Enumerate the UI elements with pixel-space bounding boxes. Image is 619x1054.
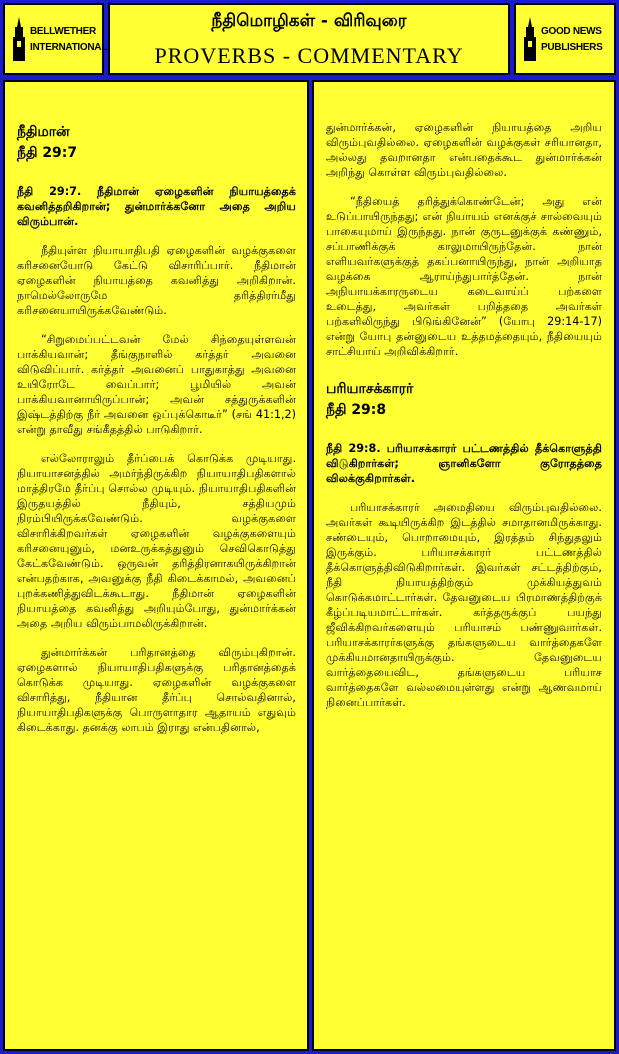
commentary-paragraph: துன்மார்க்கன், ஏழைகளின் நியாயத்தை அறிய விரும்புவதில்லை. ஏழைகளின் வழக்குகள் சரியானதா, அல்லது தவறானதா என்பதைக்கூட துன்மார்க்கன் அறிந்து கொள்ள விரும்புவதில்லை. [326,121,602,179]
commentary-paragraph: “சிறுமைப்பட்டவன் மேல் சிந்தையுள்ளவன் பாக்கியவான்; தீங்குநாளில் கர்த்தர் அவனை விடுவிப்பார். கர்த்தர் அவனைப் பாதுகாத்து அவனை உயிரோடே வைப்பார்; பூமியில் அவன் பாக்கியவானாயிருப்பான்; அவன் சத்துருக்களின் இஷ்டத்திற்கு நீர் அவனை ஒப்புக்கொடீர்” (சங் 41:1,2) என்று தாவீது சங்கீதத்தில் பாடுகிறார். [17,333,296,436]
section-heading: நீதிமான் [17,124,70,140]
right-logo-line2: PUBLISHERS [541,42,603,53]
commentary-paragraph: எல்லோராலும் தீர்ப்பைக் கொடுக்க முடியாது. நியாயாசனத்தில் அமர்ந்திருக்கிற நியாயாதிபதிகளால் மாத்திரமே தீர்ப்பு சொல்ல முடியும். நியாயாதிபதிகளின் இருதயத்தில் நீதியும், சத்தியமும் நிரம்பியிருக்கவேண்டும். வழக்குகளை விசாரிக்கிறவர்கள் ஏழைகளின் வழக்குகளையும் கரிசனையுனும், மனஉருக்கத்துனும் செவிகொடுத்து கேட்கவேண்டும். ஒருவன் தரித்திரனாகயிருக்கிறான் என்பதற்காக, அவனுக்கு நீதி கிடைக்காமல், அவனைப் புறக்கணித்துவிடக்கூடாது. நீதிமான் ஏழைகளின் நியாயத்தை கவனித்து அறியும்போது, துன்மார்க்கன் அதை அறிய விரும்பாமலிருக்கிறான். [17,452,296,630]
left-column [3,80,309,1051]
left-logo-line1: BELLWETHER [30,26,96,37]
right-column [312,80,616,1051]
title-tamil: நீதிமொழிகள் - விரிவுரை [211,11,407,31]
header-left-panel [3,3,108,75]
commentary-paragraph: நீதியுள்ள நியாயாதிபதி ஏழைகளின் வழக்குகளை கரிசனையோடு கேட்டு விசாரிப்பார். நீதிமான் ஏழைகளின் நியாயத்தை கவனித்து அறிகிறான். நாமெல்லோருமே தரித்திரர்மீது கரிசனையாயிருக்கவேண்டும். [17,244,296,317]
commentary-paragraph: பரியாசக்காரர் அமைதியை விரும்புவதில்லை. அவர்கள் கூடியிருக்கிற இடத்தில் சமாதானமிருக்காது. சண்டையும், பொறாமையும், இரத்தம் சிந்துதலும் இருக்கும். பரியாசக்காரர் பட்டணத்தில் தீக்கொளுத்திவிடுகிறார்கள். இவர்கள் சட்டத்திற்கும், நீதி நியாயத்திற்கும் முக்கியத்துவம் கொடுக்கமாட்டார்கள். தேவனுடைய பிரமாணத்திற்குக் கீழ்ப்படியமாட்டார்கள். கர்த்தருக்குப் பயந்து ஜீவிக்கிறவர்களையும் பரியாசம் பண்ணுவார்கள். பரியாசக்காரர்களுக்கு தங்களுடைய வார்த்தைகளே முக்கியமானதாயிருக்கும். தேவனுடைய வார்த்தையைவிட, தங்களுடைய பரியாச வார்த்தைகளே வல்லமையுள்ளது என்று ஆணவமாய் நினைப்பார்கள். [326,501,602,709]
section-heading: பரியாசக்காரர் [326,381,414,397]
header-title-panel [108,3,510,75]
commentary-paragraph: துன்மார்க்கன் பரிதானத்தை விரும்புகிறான். ஏழைகளால் நியாயாதிபதிகளுக்கு பரிதானத்தைக் கொடுக்க முடியாது. ஏழைகளின் வழக்குகளை விசாரித்து, நீதியான தீர்ப்பு சொல்வதினால், நியாயாதிபதிகளுக்கு பொருளாதார ஆதாயம் எதுவும் கிடைக்காது. தனக்கு லாபம் இராது என்பதினால், [17,646,296,734]
commentary-paragraph: “நீதியைத் தரித்துக்கொண்டேன்; அது என் உடுப்பாயிருந்தது; என் நியாயம் எனக்குச் சால்வையும் பாகையுமாய் இருந்தது. நான் குருடனுக்குக் கண்ணும், சப்பாணிக்குக் காலுமாயிருந்தேன். நான் எளியவர்களுக்குத் தகப்பனாயிருந்து, நான் அறியாத வழக்கை ஆராய்ந்துபார்த்தேன். நான் அநியாயக்காரருடைய கடைவாய்ப் பற்களை உடைத்து, அவர்கள் பறித்ததை அவர்கள் பற்களிலிருந்து பிடுங்கினேன்” (யோபு 29:14-17) என்று யோபு தன்னுடைய உத்தமத்தையும், நீதியையும் சாட்சியாய் அறிவிக்கிறார். [326,195,602,358]
good-news-logo [522,15,610,67]
header-right-panel [514,3,616,75]
right-logo-line1: GOOD NEWS [541,26,602,37]
verse-text: நீதி 29:7. நீதிமான் ஏழைகளின் நியாயத்தைக் கவனித்தறிகிறான்; துன்மார்க்கனோ அதை அறிய விரும்பான். [17,185,296,228]
section-reference: நீதி 29:7 [17,145,78,161]
left-logo-line2: INTERNATIONAL [30,42,108,53]
bell-tower-icon [522,17,538,63]
bell-tower-icon [11,17,27,63]
verse-text: நீதி 29:8. பரியாசக்காரர் பட்டணத்தில் தீக்கொளுத்தி விடுகிறார்கள்; ஞானிகளோ குரோதத்தை விலக்குகிறார்கள். [326,442,602,485]
bellwether-logo [11,15,108,67]
title-english: PROVERBS - COMMENTARY [154,43,464,68]
section-reference: நீதி 29:8 [326,402,387,418]
